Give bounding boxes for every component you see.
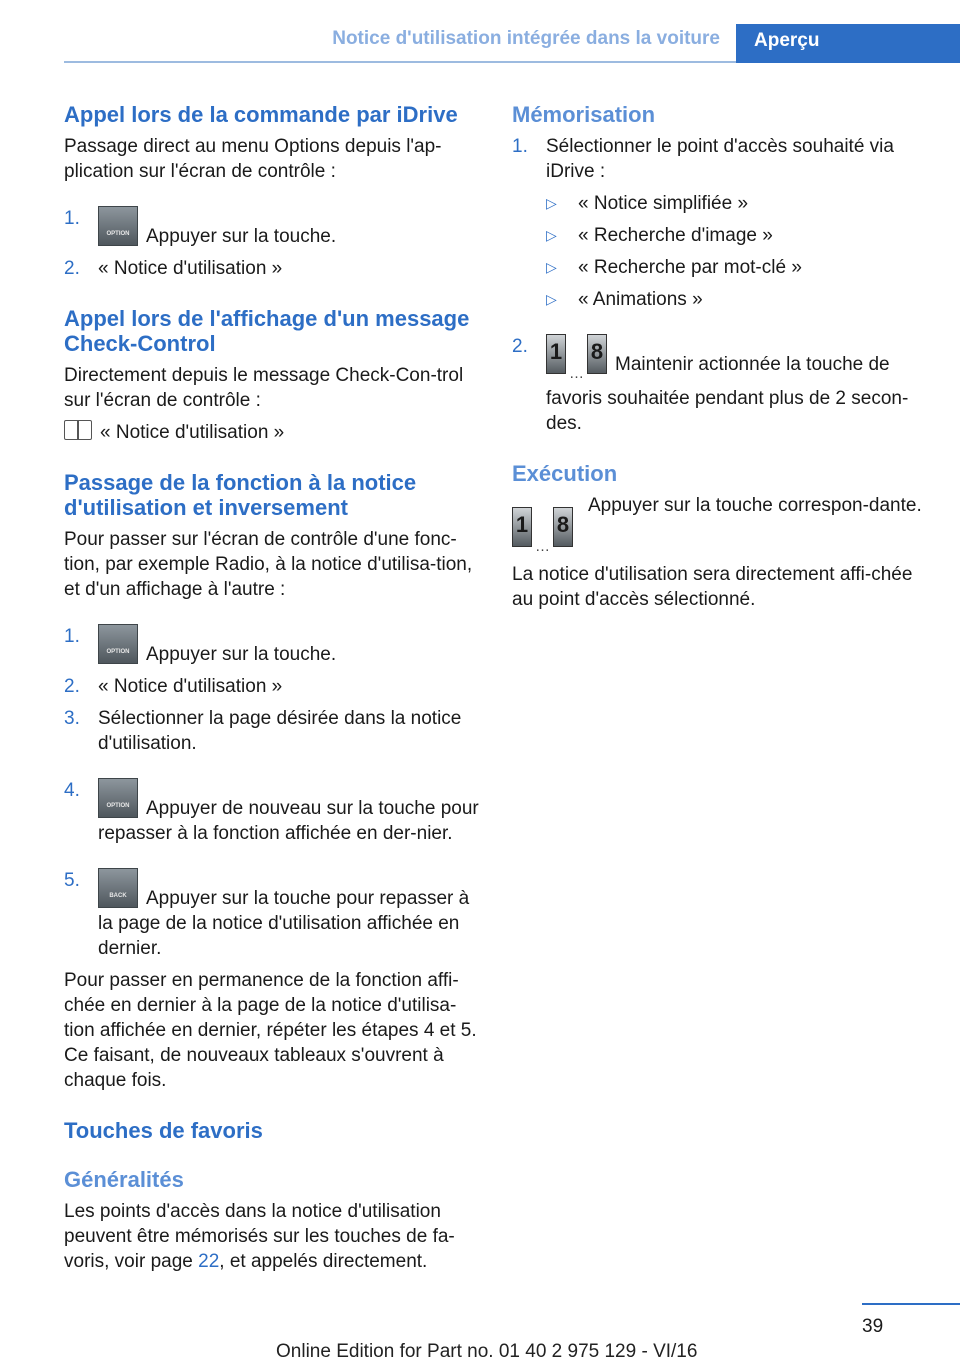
switch-step-5: [64, 868, 480, 961]
favorite-key-8-icon: 8: [587, 334, 607, 374]
check-control-option: « Notice d'utilisation »: [64, 420, 480, 445]
step-text: Appuyer sur la touche.: [146, 226, 337, 247]
idrive-heading: Appel lors de la commande par iDrive: [64, 102, 458, 127]
step-number: 3.: [64, 708, 80, 729]
right-column: [512, 102, 930, 612]
switch-outro: Pour passer en permanence de la fonction affi-chée en dernier à la page de la notice d'utilisa-tion affichée en dernier, répéter les étapes 4 et 5. Ce faisant, de nouveaux tableaux s'ouvrent à chaque fois.: [64, 970, 477, 1091]
favorite-key-8-icon: 8: [553, 507, 573, 547]
idrive-step-1: [64, 206, 480, 249]
step-number: 1.: [64, 208, 80, 229]
ellipsis-icon: …: [569, 365, 584, 382]
step-number: 1.: [512, 136, 528, 157]
edition-footer: Online Edition for Part no. 01 40 2 975 129 - VI/16: [276, 1341, 698, 1362]
favorites-heading: Touches de favoris: [64, 1118, 263, 1143]
switch-step-1: [64, 624, 480, 667]
footer-rule: [862, 1303, 960, 1305]
step-number: 2.: [64, 258, 80, 279]
favorite-key-1-icon: 1: [512, 507, 532, 547]
step-text: Sélectionner le point d'accès souhaité via iDrive :: [546, 136, 894, 182]
option-key-icon: OPTION: [98, 778, 138, 818]
execution-heading: Exécution: [512, 461, 618, 486]
idrive-step-2: [64, 256, 480, 281]
switch-heading: Passage de la fonction à la notice d'utilisation et inversement: [64, 470, 417, 520]
general-subheading: Généralités: [64, 1167, 184, 1192]
step-text: Sélectionner la page désirée dans la notice d'utilisation.: [98, 708, 462, 754]
check-control-heading: Appel lors de l'affichage d'un message Check-Control: [64, 306, 470, 356]
memorize-heading: Mémorisation: [512, 102, 656, 127]
execution-text: La notice d'utilisation sera directement affi-chée au point d'accès sélectionné.: [512, 564, 913, 610]
triangle-bullet-icon: ▷: [546, 227, 557, 243]
memorize-step-2: [512, 334, 930, 436]
header-rule: [64, 61, 736, 63]
step-number: 4.: [64, 780, 80, 801]
step-text: Appuyer sur la touche pour repasser à la page de la notice d'utilisation affichée en dernier.: [98, 888, 470, 959]
option-key-icon: OPTION: [98, 206, 138, 246]
chapter-title: Notice d'utilisation intégrée dans la voiture: [332, 28, 720, 49]
ellipsis-icon: …: [535, 538, 550, 555]
execution-key-text: Appuyer sur la touche correspon-dante.: [588, 495, 922, 516]
option-key-icon: OPTION: [98, 624, 138, 664]
page-link[interactable]: 22: [198, 1251, 220, 1272]
back-key-icon: BACK: [98, 868, 138, 908]
execution-key-row: [512, 493, 930, 555]
step-number: 1.: [64, 626, 80, 647]
triangle-bullet-icon: ▷: [546, 291, 557, 307]
favorites-text: Les points d'accès dans la notice d'utilisation peuvent être mémorisés sur les touches de fa-voris, voir page 22, et appelés directement.: [64, 1201, 455, 1272]
favorite-keys-icon: [512, 493, 588, 555]
switch-step-3: [64, 706, 480, 756]
switch-intro: Pour passer sur l'écran de contrôle d'une fonc-tion, par exemple Radio, à la notice d'utilisa-tion, et d'un affichage à l'autre :: [64, 529, 473, 600]
step-text: « Notice d'utilisation »: [98, 676, 283, 697]
step-number: 2.: [64, 676, 80, 697]
memorize-step-1: [512, 134, 930, 184]
favorite-key-1-icon: 1: [546, 334, 566, 374]
section-tab-label: Aperçu: [754, 30, 820, 51]
step-number: 5.: [64, 870, 80, 891]
memorize-bullet: ▷ « Recherche d'image »: [546, 225, 773, 246]
page-number: 39: [862, 1316, 884, 1337]
left-column: [64, 102, 480, 1274]
step-number: 2.: [512, 336, 528, 357]
memorize-bullet: ▷ « Animations »: [546, 289, 703, 310]
triangle-bullet-icon: ▷: [546, 195, 557, 211]
triangle-bullet-icon: ▷: [546, 259, 557, 275]
memorize-bullet: ▷ « Recherche par mot-clé »: [546, 257, 802, 278]
step-text: Appuyer sur la touche.: [146, 644, 337, 665]
switch-step-2: [64, 674, 480, 699]
step-text: Maintenir actionnée la touche de favoris souhaitée pendant plus de 2 secon-des.: [546, 354, 909, 434]
step-text: « Notice d'utilisation »: [98, 258, 283, 279]
idrive-intro: Passage direct au menu Options depuis l'ap-plication sur l'écran de contrôle :: [64, 136, 442, 182]
check-control-intro: Directement depuis le message Check-Con-trol sur l'écran de contrôle :: [64, 365, 464, 411]
page-header: [64, 24, 960, 62]
manual-book-icon: [64, 420, 92, 440]
memorize-bullet: ▷ « Notice simplifiée »: [546, 193, 749, 214]
section-tab: [736, 24, 960, 63]
step-text: Appuyer de nouveau sur la touche pour repasser à la fonction affichée en der-nier.: [98, 798, 479, 844]
switch-step-4: [64, 778, 480, 846]
